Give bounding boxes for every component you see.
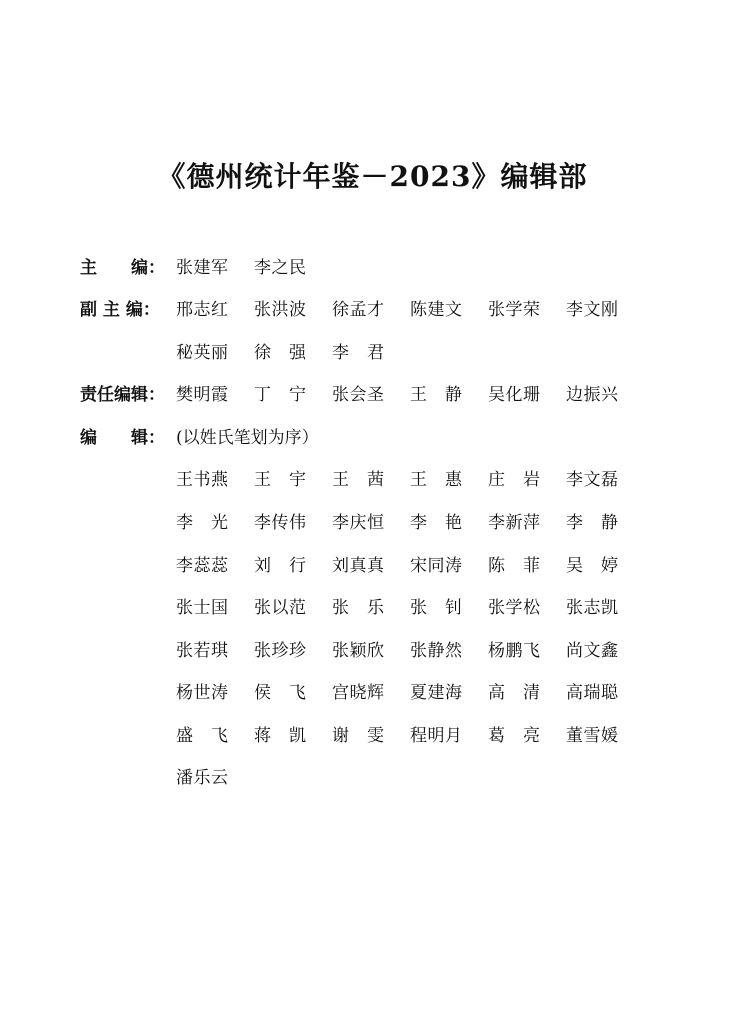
editor-name: 葛 亮 <box>488 726 541 746</box>
editor-name: 宫晓辉 <box>332 683 385 703</box>
editor-name: 李 光 <box>176 513 229 533</box>
deputy-editor-name: 张学荣 <box>488 300 541 320</box>
editor-name: 张学松 <box>488 598 541 618</box>
editor-name: 高瑞聪 <box>566 683 619 703</box>
deputy-editor-name: 徐孟才 <box>332 300 385 320</box>
editor-name: 庄 岩 <box>488 470 541 490</box>
responsible-editor-name: 樊明霞 <box>176 385 229 405</box>
editor-name: 吴 婷 <box>566 556 619 576</box>
editor-name: 谢 雯 <box>332 726 385 746</box>
deputy-editor-name: 李文刚 <box>566 300 619 320</box>
responsible-editor-name: 王 静 <box>410 385 463 405</box>
chief-editor-name: 张建军 <box>176 258 229 278</box>
chief-editor-name: 李之民 <box>254 258 307 278</box>
editor-name: 杨世涛 <box>176 683 229 703</box>
deputy-editor-name: 张洪波 <box>254 300 307 320</box>
editor-name: 王 惠 <box>410 470 463 490</box>
responsible-editor-name: 边振兴 <box>566 385 619 405</box>
editor-name: 潘乐云 <box>176 768 229 788</box>
editor-name: 李庆恒 <box>332 513 385 533</box>
editor-name: 张珍珍 <box>254 641 307 661</box>
deputy-editor-name: 李 君 <box>332 343 385 363</box>
editor-name: 张静然 <box>410 641 463 661</box>
editors-label: 编 辑： <box>80 428 165 448</box>
responsible-editor-name: 丁 宁 <box>254 385 307 405</box>
editor-name: 陈 菲 <box>488 556 541 576</box>
editor-name: 高 清 <box>488 683 541 703</box>
editor-name: 盛 飞 <box>176 726 229 746</box>
deputy-editor-name: 徐 强 <box>254 343 307 363</box>
responsible-editor-name: 张会圣 <box>332 385 385 405</box>
editor-name: 尚文鑫 <box>566 641 619 661</box>
editor-name: 杨鹏飞 <box>488 641 541 661</box>
editor-name: 张 乐 <box>332 598 385 618</box>
editor-name: 张士国 <box>176 598 229 618</box>
deputy-editor-name: 邢志红 <box>176 300 229 320</box>
editor-name: 张 钊 <box>410 598 463 618</box>
editor-name: 刘真真 <box>332 556 385 576</box>
editor-name: 李传伟 <box>254 513 307 533</box>
editor-name: 程明月 <box>410 726 463 746</box>
deputy-editor-name: 秘英丽 <box>176 343 229 363</box>
editor-name: 李 艳 <box>410 513 463 533</box>
editor-name: 董雪媛 <box>566 726 619 746</box>
deputy-editor-name: 陈建文 <box>410 300 463 320</box>
editor-name: 王书燕 <box>176 470 229 490</box>
responsible-editor-name: 吴化珊 <box>488 385 541 405</box>
editor-name: 王 宇 <box>254 470 307 490</box>
editor-name: 宋同涛 <box>410 556 463 576</box>
editor-name: 侯 飞 <box>254 683 307 703</box>
editor-name: 李新萍 <box>488 513 541 533</box>
editor-name: 刘 行 <box>254 556 307 576</box>
editor-name: 张颖欣 <box>332 641 385 661</box>
responsible-editor-label: 责任编辑： <box>80 385 165 405</box>
editors-order-note: (以姓氏笔划为序） <box>176 428 319 448</box>
deputy-editor-label: 副 主 编： <box>80 300 160 320</box>
editor-name: 张以范 <box>254 598 307 618</box>
editor-name: 李 静 <box>566 513 619 533</box>
page-title: 《德州统计年鉴－2023》编辑部 <box>157 160 588 193</box>
chief-editor-label: 主 编： <box>80 258 165 278</box>
editor-name: 李蕊蕊 <box>176 556 229 576</box>
editor-name: 张志凯 <box>566 598 619 618</box>
editor-name: 蒋 凯 <box>254 726 307 746</box>
editor-name: 张若琪 <box>176 641 229 661</box>
editor-name: 李文磊 <box>566 470 619 490</box>
editor-name: 王 茜 <box>332 470 385 490</box>
editor-name: 夏建海 <box>410 683 463 703</box>
